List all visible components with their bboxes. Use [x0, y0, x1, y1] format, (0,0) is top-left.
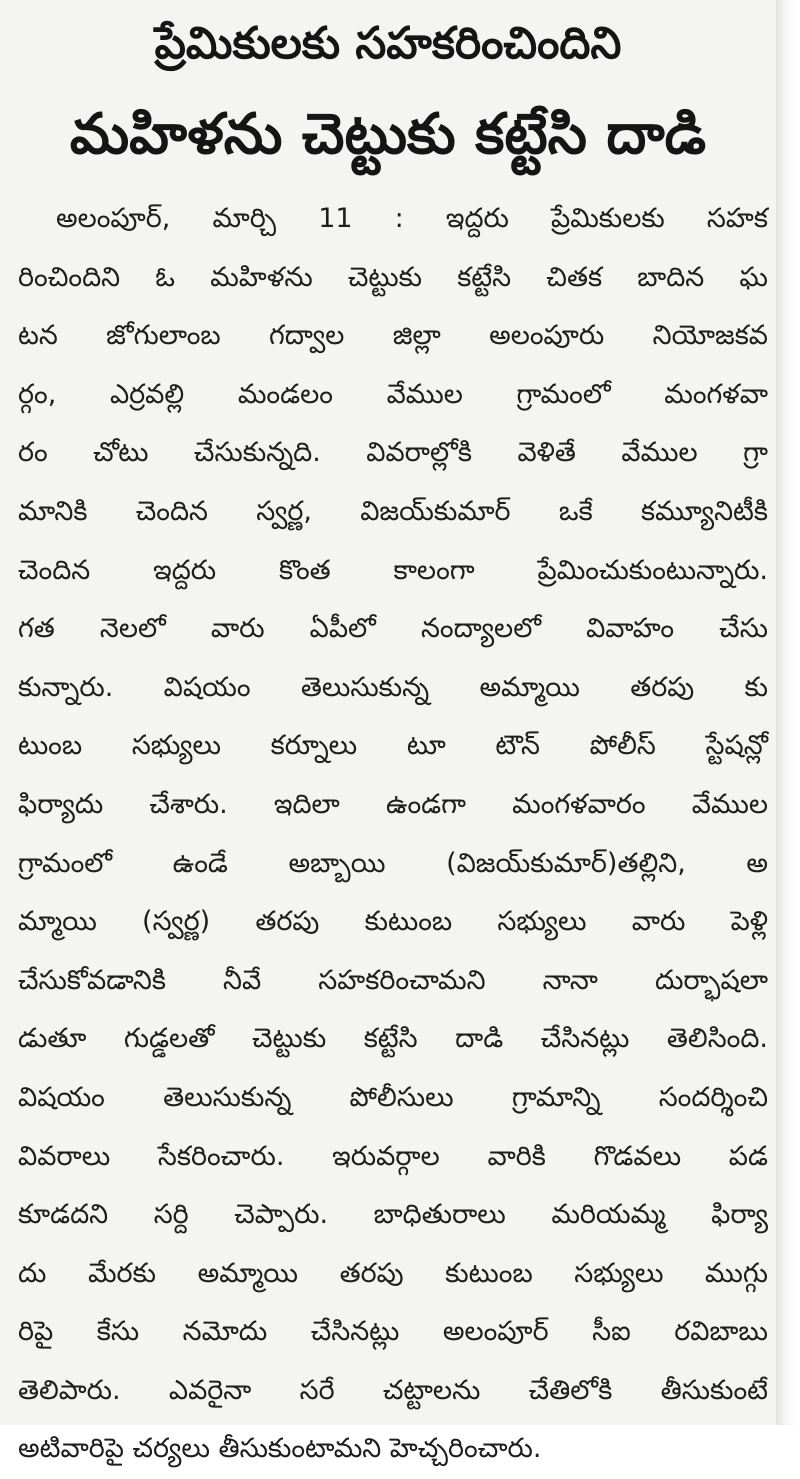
article-line-17: వివరాలు సేకరించారు. ఇరువర్గాల వారికి గొడవలు పడ [18, 1140, 768, 1172]
article-body [18, 190, 768, 1479]
article-line-14: చేసుకోవడానికి నీవే సహకరించామని నానా దుర్భాషలా [18, 964, 768, 996]
headline-line-1: ప్రేమికులకు సహకరించిందిని [154, 18, 622, 69]
article-line-10: టుంబ సభ్యులు కర్నూలు టూ టౌన్ పోలీస్ స్టేషన్లో [18, 730, 768, 762]
article-line-01: అలంపూర్, మార్చి 11 : ఇద్దరు ప్రేమికులకు సహక [56, 203, 768, 234]
article-line-06: మానికి చెందిన స్వర్ణ, విజయ్‌కుమార్ ఒకే కమ్యూనిటీకి [18, 495, 768, 527]
article-line-16: విషయం తెలుసుకున్న పోలీసులు గ్రామాన్ని సందర్శించి [18, 1081, 768, 1113]
article-line-11: ఫిర్యాదు చేశారు. ఇదిలా ఉండగా మంగళవారం వేముల [18, 788, 768, 820]
article-line-02: రించిందిని ఓ మహిళను చెట్టుకు కట్టేసి చితక బాదిన ఘ [18, 261, 768, 293]
article-line-18: కూడదని సర్ది చెప్పారు. బాధితురాలు మరియమ్మ ఫిర్యా [18, 1199, 768, 1231]
article-line-20: రిపై కేసు నమోదు చేసినట్లు అలంపూర్ సీఐ రవిబాబు [18, 1316, 768, 1348]
article-line-15: డుతూ గుడ్డలతో చెట్టుకు కట్టేసి దాడి చేసినట్లు తెలిసింది. [18, 1023, 768, 1055]
article-line-08: గత నెలలో వారు ఏపీలో నంద్యాలలో వివాహం చేసు [18, 613, 768, 645]
article-line-22: అటివారిపై చర్యలు తీసుకుంటామని హెచ్చరించారు. [18, 1433, 542, 1465]
article-line-04: ర్గం, ఎర్రవల్లి మండలం వేముల గ్రామంలో మంగళవా [18, 378, 768, 410]
article-line-12: గ్రామంలో ఉండే అబ్బాయి (విజయ్‌కుమార్)తల్లిని, అ [18, 847, 768, 879]
article-line-21: తెలిపారు. ఎవరైనా సరే చట్టాలను చేతిలోకి తీసుకుంటే [18, 1374, 768, 1406]
article-line-19: దు మేరకు అమ్మాయి తరపు కుటుంబ సభ్యులు ముగ్గు [18, 1257, 768, 1289]
article-line-05: రం చోటు చేసుకున్నది. వివరాల్లోకి వెళితే వేముల గ్రా [18, 437, 768, 469]
article-line-13: మ్మాయి (స్వర్ణ) తరపు కుటుంబ సభ్యులు వారు పెళ్లి [18, 906, 768, 938]
headline-line-2: మహిళను చెట్టుకు కట్టేసి దాడి [69, 102, 707, 167]
article-line-07: చెందిన ఇద్దరు కొంత కాలంగా ప్రేమించుకుంటున్నారు. [18, 554, 768, 586]
article-line-03: టన జోగులాంబ గద్వాల జిల్లా అలంపూరు నియోజకవ [18, 320, 768, 352]
clipping-edge-shadow [776, 0, 800, 1425]
article-line-09: కున్నారు. విషయం తెలుసుకున్న అమ్మాయి తరపు కు [18, 671, 768, 703]
